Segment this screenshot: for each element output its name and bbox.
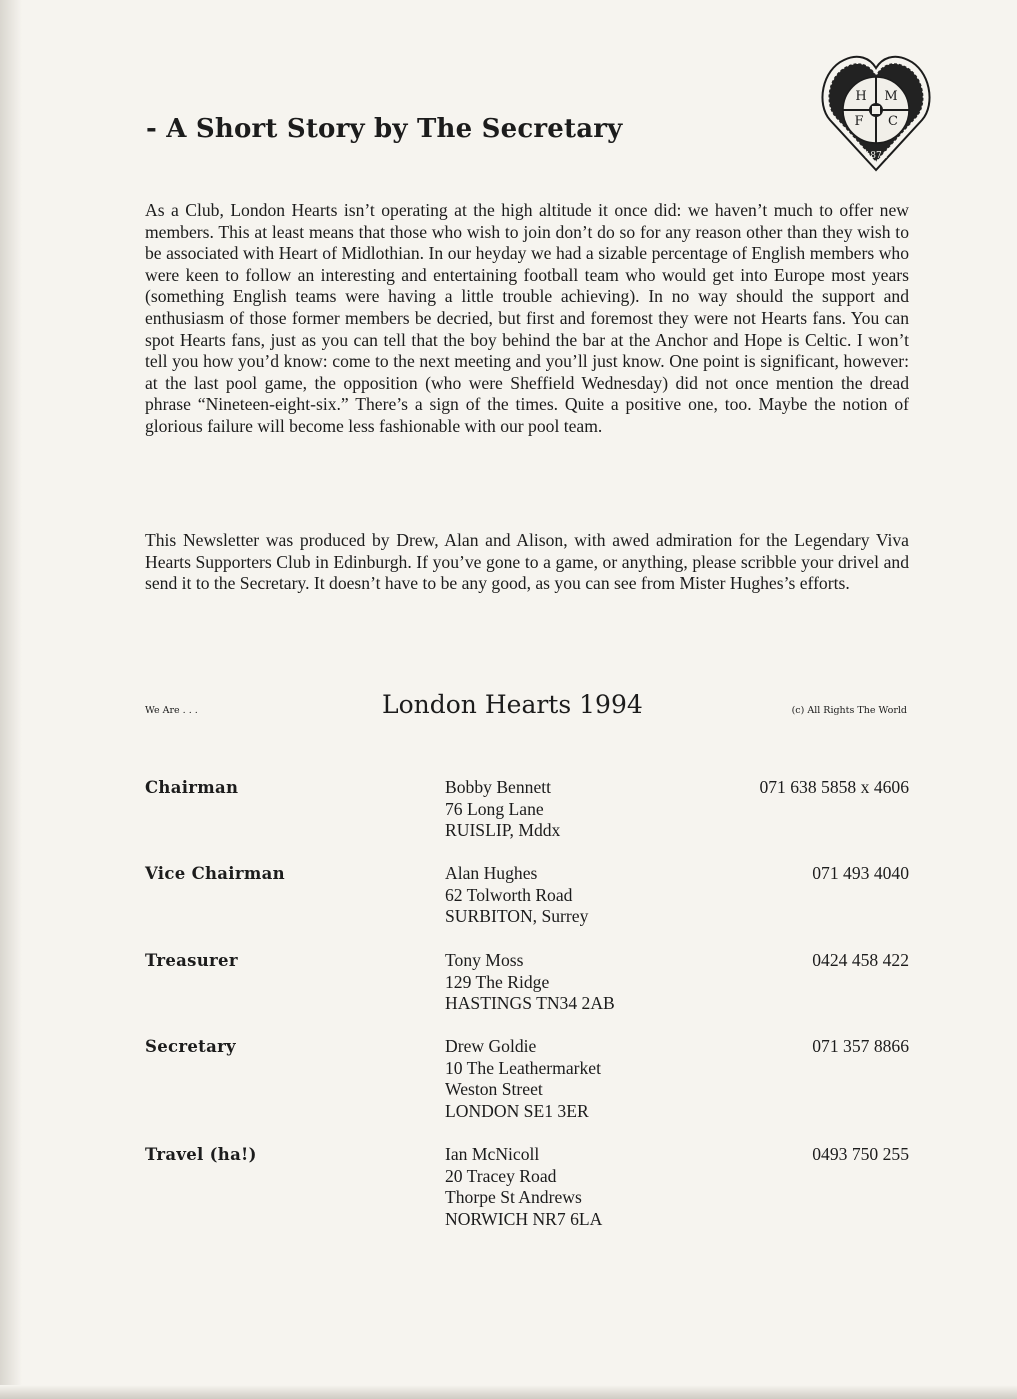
address-line: RUISLIP, Mddx — [445, 820, 561, 840]
officer-phone: 071 493 4040 — [812, 863, 909, 883]
officer-name: Bobby Bennett — [445, 777, 552, 797]
officer-role: Secretary — [145, 1037, 236, 1056]
officer-address — [445, 863, 588, 928]
officer-role: Chairman — [145, 778, 239, 797]
officer-phone: 071 357 8866 — [812, 1036, 909, 1056]
crest-letter-f: F — [854, 114, 864, 129]
story-paragraph-2: This Newsletter was produced by Drew, Alan and Alison, with awed admiration for the Legendary Viva Hearts Supporters Club in Edinburgh. If you’ve gone to a game, or anything, please scribble your drivel and send it to the Secretary. It doesn’t have to be any good, as you can see from Mister Hughes’s efforts. — [145, 530, 909, 594]
crest-year: 1874 — [864, 151, 888, 161]
crest-letter-c: C — [888, 114, 898, 129]
officer-address — [445, 1144, 602, 1230]
officer-phone: 071 638 5858 x 4606 — [759, 777, 909, 797]
address-line: SURBITON, Surrey — [445, 906, 589, 926]
address-line: Weston Street — [445, 1079, 543, 1099]
officer-name: Tony Moss — [445, 950, 524, 970]
officer-address — [445, 777, 560, 842]
officer-address — [445, 1036, 601, 1122]
officer-phone: 0493 750 255 — [812, 1144, 909, 1164]
address-line: 129 The Ridge — [445, 971, 550, 992]
story-paragraph-1: As a Club, London Hearts isn’t operating at the high altitude it once did: we haven’t much to offer new members. This at least means that those who wish to join don’t do so for any reason other than they wish to be associated with Heart of Midlothian. In our heyday we had a sizable percentage of English members who were keen to follow an interesting and entertaining football team who would get into Europe most years (something English teams were having a little trouble achieving). In no way should the support and enthusiasm of those former members be decried, but first and foremost they were not Hearts fans. You can spot Hearts fans, just as you can tell that the boy behind the bar at the Anchor and Hope is Celtic. I won’t tell you how you’d know: come to the next meeting and you’ll just know. One point is significant, however: at the last pool game, the opposition (who were Sheffield Wednesday) did not once mention the dread phrase “Nineteen-eight-six.” There’s a sign of the times. Quite a positive one, too. Maybe the notion of glorious failure will become less fashionable with our pool team. — [145, 200, 909, 436]
officer-name: Drew Goldie — [445, 1036, 537, 1056]
address-line: NORWICH NR7 6LA — [445, 1208, 603, 1229]
officer-name: Ian McNicoll — [445, 1144, 540, 1164]
rights-notice: (c) All Rights The World — [791, 705, 907, 716]
club-banner — [145, 690, 909, 730]
we-are-label: We Are . . . — [145, 705, 198, 716]
officer-role: Travel (ha!) — [145, 1145, 257, 1164]
address-line: 10 The Leathermarket — [445, 1057, 601, 1078]
address-line: HASTINGS TN34 2AB — [445, 993, 615, 1013]
address-line: Thorpe St Andrews — [445, 1187, 582, 1207]
address-line: 76 Long Lane — [445, 798, 544, 819]
heart-crest-logo — [820, 48, 932, 173]
page-bottom-edge — [0, 1385, 1017, 1399]
crest-letter-m: M — [884, 89, 898, 104]
address-line: 62 Tolworth Road — [445, 884, 573, 905]
crest-letter-h: H — [855, 89, 867, 104]
officer-role: Treasurer — [145, 951, 238, 970]
officer-address — [445, 950, 615, 1015]
address-line: 20 Tracey Road — [445, 1165, 557, 1186]
page-edge-shadow — [0, 0, 22, 1399]
club-name-heading: London Hearts 1994 — [382, 690, 643, 719]
officer-phone: 0424 458 422 — [812, 950, 909, 970]
page-title: - A Short Story by The Secretary — [146, 114, 623, 144]
address-line: LONDON SE1 3ER — [445, 1100, 589, 1121]
officer-role: Vice Chairman — [145, 864, 285, 883]
officer-name: Alan Hughes — [445, 863, 538, 883]
